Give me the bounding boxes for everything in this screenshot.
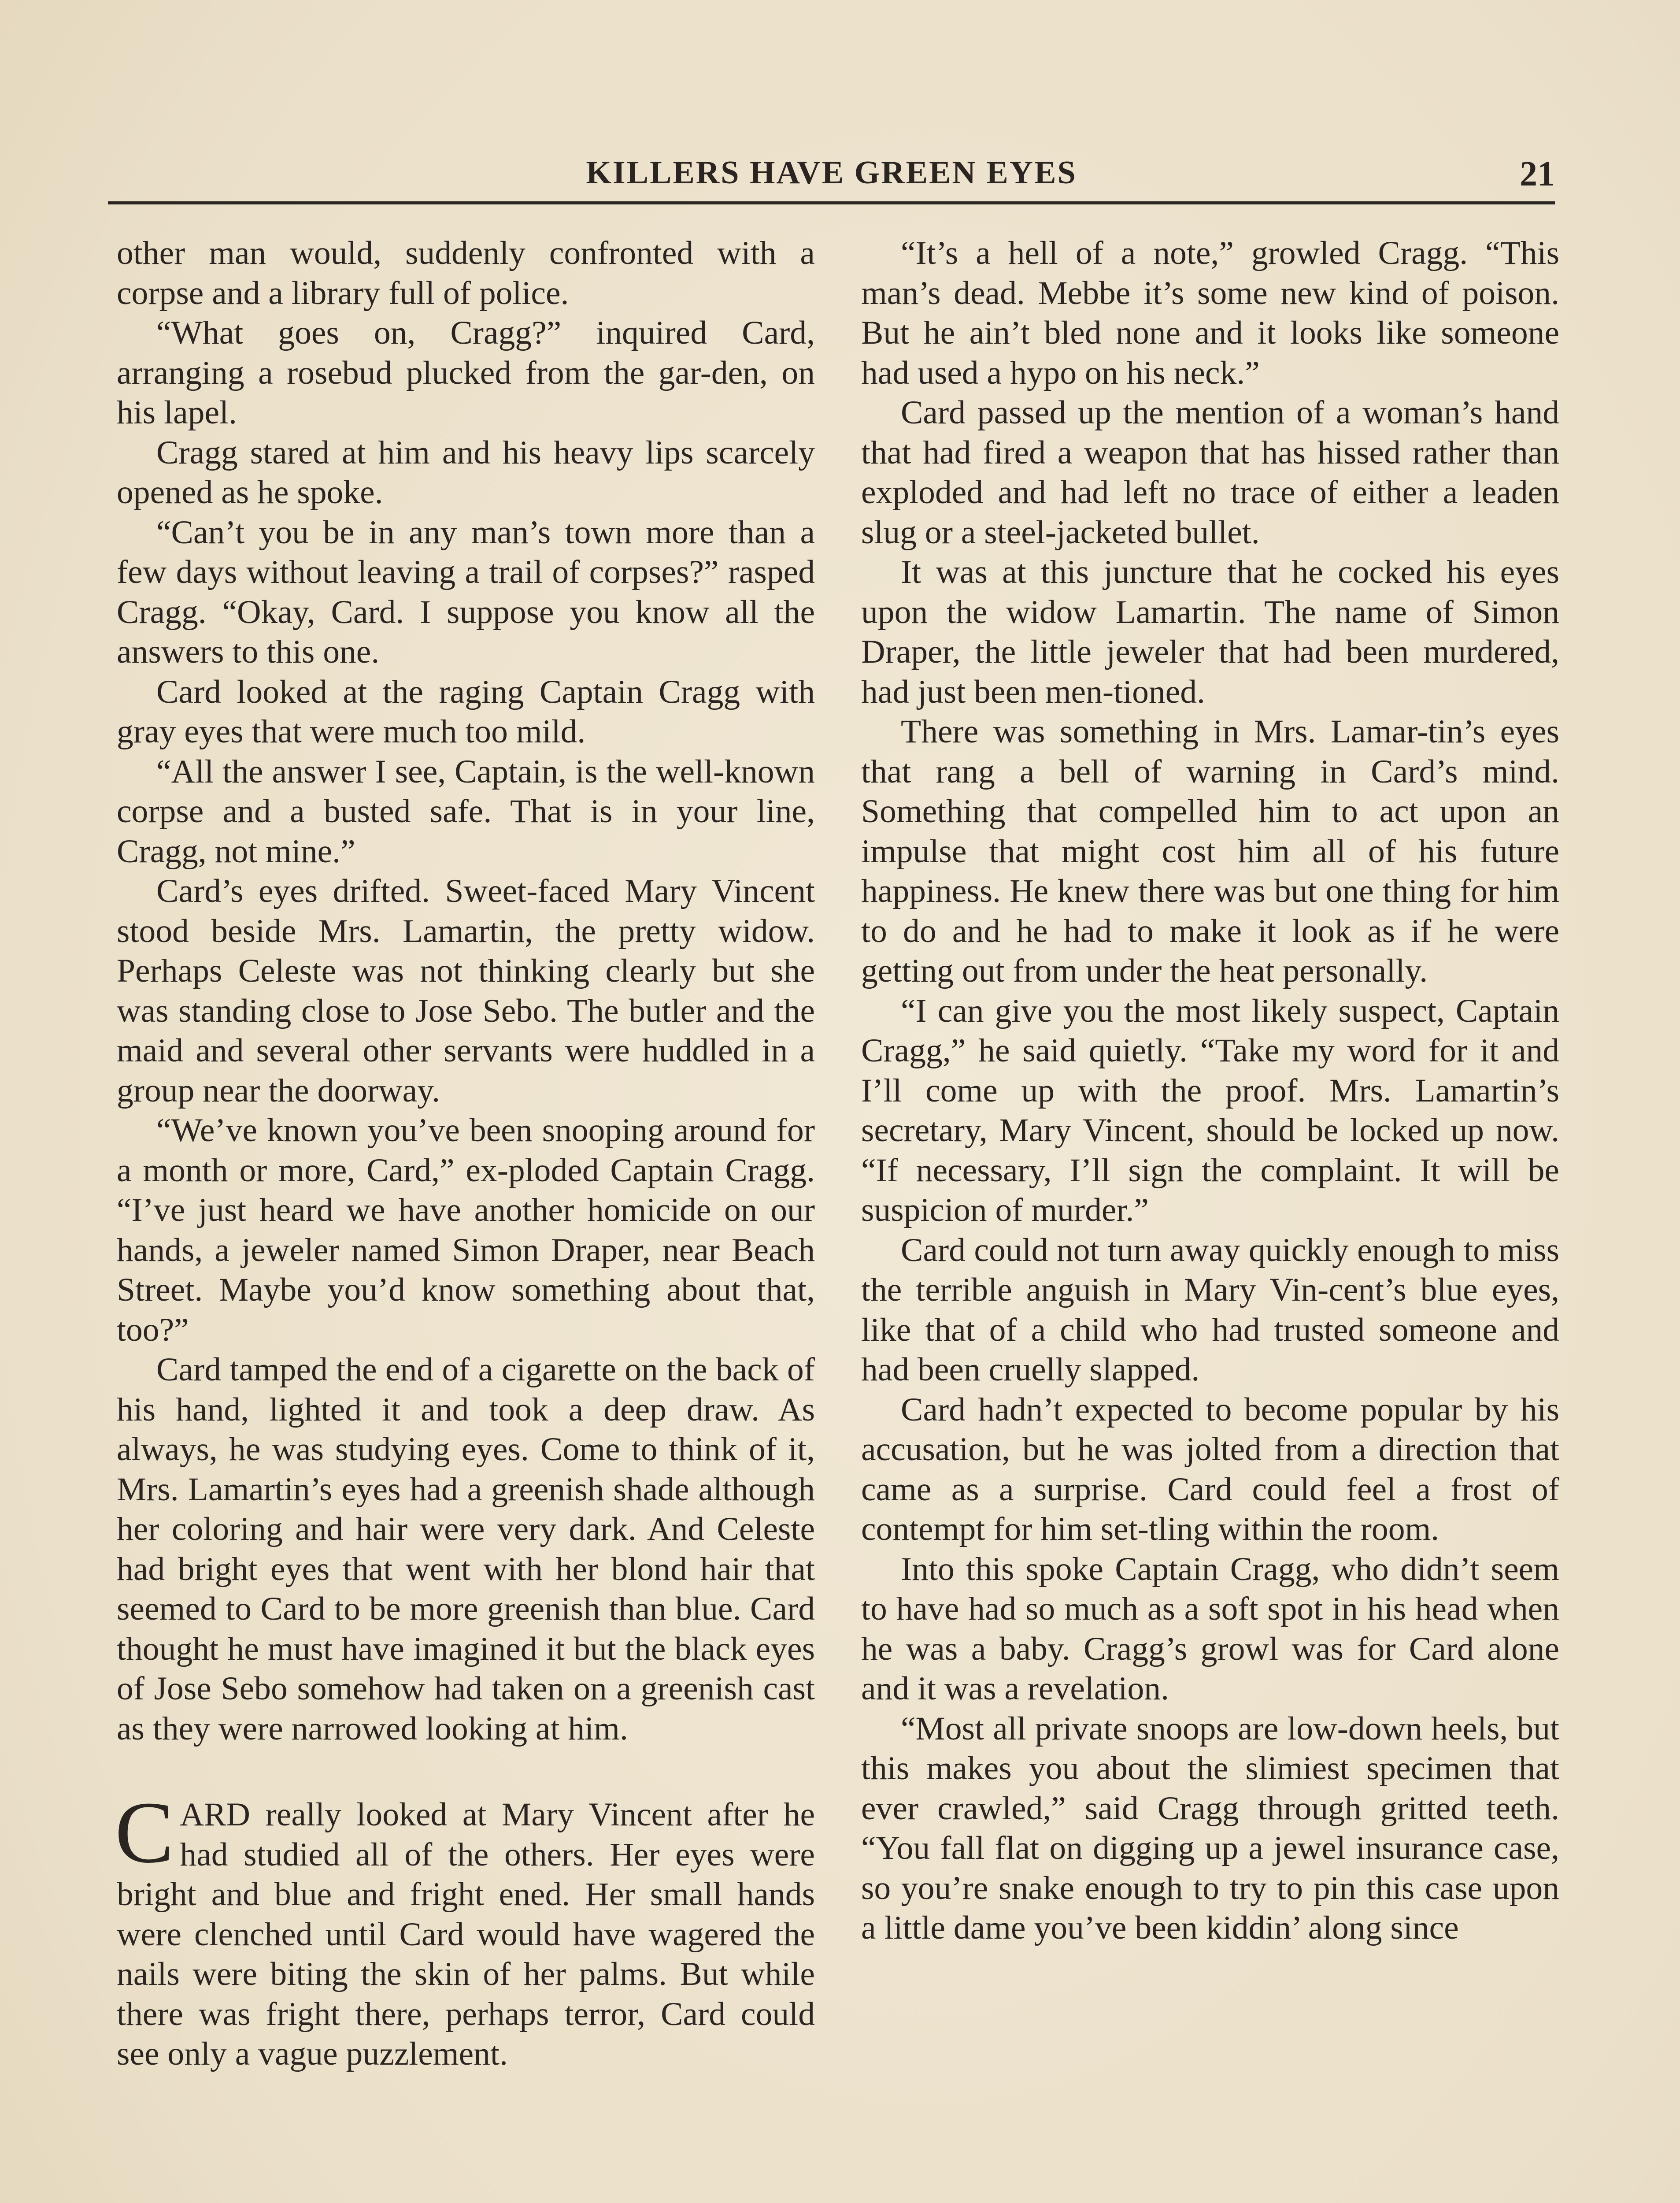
paragraph: Card passed up the mention of a woman’s hand that had fired a weapon that has hissed rather than exploded and had left no trace of either a leaden slug or a steel-jacketed bullet. bbox=[861, 394, 1559, 551]
drop-cap: C bbox=[115, 1784, 174, 1881]
paragraph: Cragg stared at him and his heavy lips scarcely opened as he spoke. bbox=[117, 434, 815, 511]
paragraph: Into this spoke Captain Cragg, who didn’t seem to have had so much as a soft spot in his head when he was a baby. Cragg’s growl was for Card alone and it was a revelation. bbox=[861, 1550, 1559, 1707]
page-header bbox=[108, 150, 1555, 203]
left-column bbox=[117, 234, 815, 2074]
running-title: KILLERS HAVE GREEN EYES bbox=[586, 155, 1077, 191]
header-rule bbox=[108, 201, 1555, 204]
paragraph: It was at this juncture that he cocked his eyes upon the widow Lamartin. The name of Simon Draper, the little jeweler that had been murdered, had just been men-tioned. bbox=[861, 554, 1559, 710]
section-opening-text: ARD really looked at Mary Vincent after he had studied all of the others. Her eyes were bright and blue and fright ened. Her small hands were clenched until Card would have wagered the nails were biting the skin of her palms. But while there was fright there, perhaps terror, Card could see only a vague puzzlement. bbox=[117, 1796, 815, 2072]
paragraph: Card could not turn away quickly enough to miss the terrible anguish in Mary Vin-cent’s blue eyes, like that of a child who had trusted someone and had been cruelly slapped. bbox=[861, 1231, 1559, 1388]
page-number: 21 bbox=[1520, 155, 1555, 193]
paragraph: “All the answer I see, Captain, is the well-known corpse and a busted safe. That is in your line, Cragg, not mine.” bbox=[117, 753, 815, 870]
paragraph: There was something in Mrs. Lamar-tin’s eyes that rang a bell of warning in Card’s mind. Something that compelled him to act upon an impulse that might cost him all of his future happiness. He knew there was but one thing for him to do and he had to make it look as if he were getting out from under the heat personally. bbox=[861, 713, 1559, 989]
paragraph: “Can’t you be in any man’s town more than a few days without leaving a trail of corpses?” rasped Cragg. “Okay, Card. I suppose you know all the answers to this one. bbox=[117, 514, 815, 670]
paragraph: Card hadn’t expected to become popular by his accusation, but he was jolted from a direction that came as a surprise. Card could feel a frost of contempt for him set-tling within the room. bbox=[861, 1391, 1559, 1547]
paragraph: “What goes on, Cragg?” inquired Card, arranging a rosebud plucked from the gar-den, on his lapel. bbox=[117, 315, 815, 431]
paragraph: Card looked at the raging Captain Cragg with gray eyes that were much too mild. bbox=[117, 673, 815, 750]
right-column bbox=[861, 234, 1559, 1948]
paragraph: Card tamped the end of a cigarette on the back of his hand, lighted it and took a deep draw. As always, he was studying eyes. Come to think of it, Mrs. Lamartin’s eyes had a greenish shade although her coloring and hair were very dark. And Celeste had bright eyes that went with her blond hair that seemed to Card to be more greenish than blue. Card thought he must have imagined it but the black eyes of Jose Sebo somehow had taken on a greenish cast as they were narrowed looking at him. bbox=[117, 1351, 815, 1747]
paragraph: “I can give you the most likely suspect, Captain Cragg,” he said quietly. “Take my word for it and I’ll come up with the proof. Mrs. Lamartin’s secretary, Mary Vincent, should be locked up now. “If necessary, I’ll sign the complaint. It will be suspicion of murder.” bbox=[861, 992, 1559, 1228]
paragraph: “We’ve known you’ve been snooping around for a month or more, Card,” ex-ploded Captain Cragg. “I’ve just heard we have another homicide on our hands, a jeweler named Simon Draper, near Beach Street. Maybe you’d know something about that, too?” bbox=[117, 1112, 815, 1348]
paragraph: “Most all private snoops are low-down heels, but this makes you about the slimiest specimen that ever crawled,” said Cragg through gritted teeth. “You fall flat on digging up a jewel insurance case, so you’re snake enough to try to pin this case upon a little dame you’ve been kiddin’ along since bbox=[861, 1710, 1559, 1946]
paragraph: other man would, suddenly confronted with a corpse and a library full of police. bbox=[117, 235, 815, 312]
paragraph: Card’s eyes drifted. Sweet-faced Mary Vincent stood beside Mrs. Lamartin, the pretty widow. Perhaps Celeste was not thinking clearly but she was standing close to Jose Sebo. The butler and the maid and several other servants were huddled in a group near the doorway. bbox=[117, 873, 815, 1109]
paragraph: “It’s a hell of a note,” growled Cragg. “This man’s dead. Mebbe it’s some new kind of poison. But he ain’t bled none and it looks like someone had used a hypo on his neck.” bbox=[861, 235, 1559, 391]
section-opening-paragraph bbox=[115, 1784, 815, 2074]
section-break bbox=[117, 1749, 815, 1795]
